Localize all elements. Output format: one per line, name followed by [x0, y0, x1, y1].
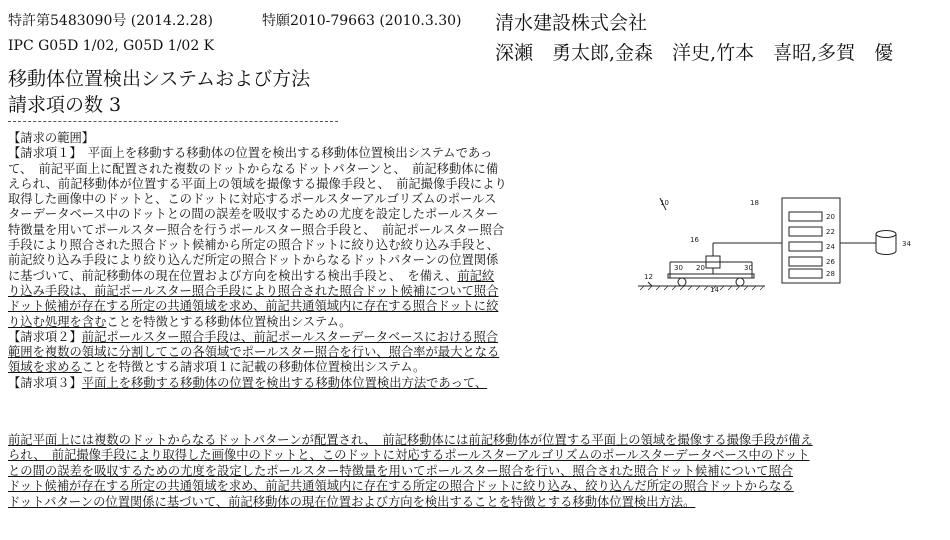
- claim-line: [8, 207, 588, 222]
- ipc-classification: IPC G05D 1/02, G05D 1/02 K: [8, 38, 215, 54]
- claim-text: 【請求項３】: [8, 375, 82, 390]
- claim-underlined-text: 前記絞: [457, 268, 495, 283]
- fig-label-24: 24: [826, 243, 835, 251]
- claim-underlined-text: 領域を求める: [8, 360, 82, 375]
- fig-label-18: 18: [750, 199, 759, 207]
- claim-3-line: ドット候補が存在する所定の共通領域を求め、前記共通領域内に存在する所定の照合ドットに絞り込み、絞り込んだ所定の照合ドットからなる: [8, 479, 794, 494]
- fig-label-20-camera: 20: [696, 264, 705, 272]
- claim-line: [8, 345, 588, 360]
- claim-line: [8, 284, 588, 299]
- claim-underlined-text: 前記ポールスター照合手段は、前記ポールスターデータベースにおける照合: [81, 329, 499, 344]
- fig-label-26: 26: [826, 258, 835, 266]
- fig-label-34: 34: [902, 240, 911, 248]
- claim-text: 取得した画像中のドットと、このドットに対応するポールスターアルゴリズムのポールス: [8, 192, 497, 207]
- claim-text: 【請求項１】 平面上を移動する移動体の位置を検出する移動体位置検出システムであっ: [8, 146, 493, 161]
- claim-count: 請求項の数 3: [8, 94, 122, 116]
- claim-line: [8, 131, 588, 146]
- patent-number: 特許第5483090号 (2014.2.28): [8, 13, 213, 29]
- claim-line: [8, 162, 588, 177]
- claim-3-continuation: [8, 433, 943, 510]
- claim-text: えられ、前記移動体が位置する平面上の領域を撮像する撮像手段と、 前記撮像手段により: [8, 176, 507, 191]
- claim-text: 手段により照合された照合ドット候補から所定の照合ドットに絞り込む絞り込み手段と、: [8, 238, 499, 253]
- claim-text: 前記絞り込み手段により絞り込んだ所定の照合ドットからなるドットパターンの位置関係: [8, 253, 499, 268]
- fig-label-20: 20: [826, 213, 835, 221]
- fig-label-12: 12: [644, 273, 653, 281]
- claim-line: [8, 177, 588, 192]
- fig-label-10: 10: [660, 199, 669, 207]
- patent-drawing: [630, 196, 930, 326]
- claim-line: [8, 299, 588, 314]
- claim-line: [8, 253, 588, 268]
- claim-line: [8, 269, 588, 284]
- claim-text: ことを特徴とする請求項１に記載の移動体位置検出システム。: [81, 360, 426, 375]
- claim-line: [8, 376, 588, 391]
- claim-text: ことを特徴とする移動体位置検出システム。: [106, 314, 352, 329]
- claim-underlined-text: り込み手段は、前記ポールスター照合手段により照合された照合ドット候補について照合: [8, 283, 499, 298]
- claim-underlined-text: ドット候補が存在する所定の共通領域を求め、前記共通領域内に存在する照合ドットに絞: [8, 299, 499, 314]
- claim-line: [8, 360, 588, 375]
- claim-text: 特徴量を用いてポールスター照合を行うポールスター照合手段と、 前記ポールスター照合: [8, 222, 505, 237]
- separator-line: [8, 121, 338, 122]
- claim-text: に基づいて、前記移動体の現在位置および方向を検出する検出手段と、 を備え、: [8, 268, 458, 283]
- claim-line: [8, 315, 588, 330]
- inventors: 深瀬 勇太郎,金森 洋史,竹本 喜昭,多賀 優: [495, 42, 894, 64]
- fig-label-30-left: 30: [674, 264, 683, 272]
- invention-title: 移動体位置検出システムおよび方法: [8, 68, 311, 90]
- claim-line: [8, 146, 588, 161]
- fig-label-30-right: 30: [744, 264, 753, 272]
- fig-label-16: 16: [690, 236, 699, 244]
- claim-text: て、 前記平面上に配置された複数のドットからなるドットパターンと、 前記移動体に備: [8, 161, 499, 176]
- claim-underlined-text: 平面上を移動する移動体の位置を検出する移動体位置検出方法であって、: [81, 375, 488, 390]
- claim-line: [8, 192, 588, 207]
- claim-line: [8, 330, 588, 345]
- fig-label-22: 22: [826, 228, 835, 236]
- claim-3-line: られ、 前記撮像手段により取得した画像中のドットと、このドットに対応するポールスターアルゴリズムのポールスターデータベース中のドット: [8, 448, 810, 463]
- claim-text: 【請求項２】: [8, 329, 82, 344]
- claim-line: [8, 223, 588, 238]
- claim-underlined-text: 範囲を複数の領域に分割してこの各領域でポールスター照合を行い、照合率が最大となる: [8, 345, 500, 360]
- claims-text: [8, 131, 588, 391]
- fig-label-14: 14: [710, 286, 719, 294]
- claim-3-line: ドットパターンの位置関係に基づいて、前記移動体の現在位置および方向を検出することを特徴とする移動体位置検出方法。: [8, 494, 696, 509]
- claim-3-line: との間の誤差を吸収するための尤度を設定したポールスター特徴量を用いてポールスター照合を行い、照合された照合ドット候補について照合: [8, 463, 794, 478]
- fig-label-28: 28: [826, 270, 835, 278]
- claim-underlined-text: り込む処理を含む: [8, 314, 107, 329]
- assignee: 清水建設株式会社: [495, 12, 648, 34]
- claim-text: 【請求の範囲】: [8, 131, 95, 145]
- application-number: 特願2010-79663 (2010.3.30): [262, 13, 462, 29]
- claim-3-line: 前記平面上には複数のドットからなるドットパターンが配置され、 前記移動体には前記移動体が位置する平面上の領域を撮像する撮像手段が備え: [8, 433, 813, 447]
- claim-text: ターデータベース中のドットとの間の誤差を吸収するための尤度を設定したポールスター: [8, 207, 499, 222]
- claim-line: [8, 238, 588, 253]
